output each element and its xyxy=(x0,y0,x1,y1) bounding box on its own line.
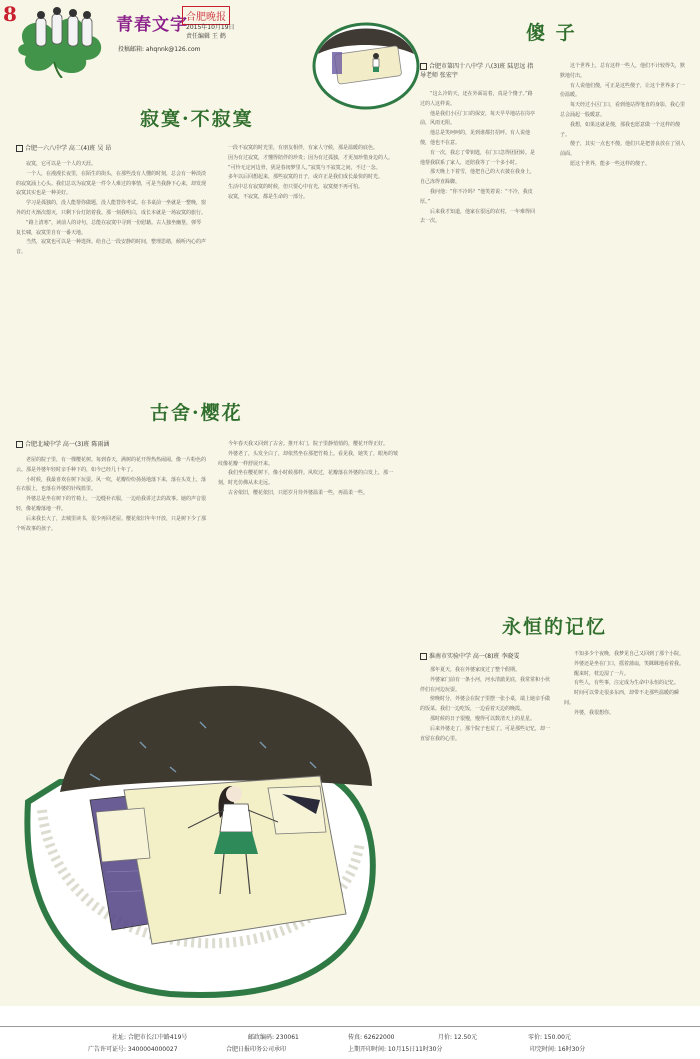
imprint-monthly-price: 月价: 12.50元 xyxy=(438,1034,478,1041)
imprint-postcode: 邮政编码: 230061 xyxy=(248,1034,299,1041)
paragraph: 后来我才知道，他家在很远的农村，一年难得回去一次。 xyxy=(420,208,536,225)
paragraph: 外婆总是坐在树下的竹椅上，一边缝补衣服，一边给我讲过去的故事。她的声音很轻，像花瓣落地一样。 xyxy=(16,496,207,512)
bed-illustration xyxy=(20,682,380,1000)
article-column xyxy=(560,62,688,170)
submission-email: 投稿邮箱: ahqnnk@126.com xyxy=(118,46,201,53)
editor-credit: 责任编辑 王 鹤 xyxy=(186,33,226,40)
paragraph: 醒来时，枕边湿了一片。 xyxy=(574,670,630,677)
article-byline: 淮南市实验中学 高一(8)班 李晓雯 xyxy=(420,652,560,661)
paragraph: 老屋的院子里，有一棵樱花树。每到春天，满树的花开得热热闹闹，像一片粉色的云。那是外婆年轻时亲手种下的，如今已经几十年了。 xyxy=(16,457,207,473)
imprint-footer xyxy=(0,1026,700,1059)
imprint-printer: 合肥日报印务公司承印 xyxy=(226,1046,287,1053)
paragraph: “路上清寒”，读前人的诗句，总能在寂寞中寻到一份慰藉。古人独坐幽篁，弹琴复长啸，寂寞里自有一番天地。 xyxy=(16,219,202,236)
paragraph: 今年春天我又回到了古舍。推开木门，院子里静悄悄的，樱花开得正好。 xyxy=(228,441,389,447)
paragraph: 每天经过小区门口，看到他站得笔直的身影，我心里总会涌起一股暖意。 xyxy=(560,102,686,118)
paragraph: 寂寞，不寂寞，都是生命的一部分。 xyxy=(228,193,309,200)
article-column xyxy=(420,90,536,227)
paragraph: 多年以后回想起来，那些寂寞的日子，或许正是我们成长最快的时光。 xyxy=(228,174,384,181)
paragraph: 一个人，在漫漫长夜里，在陌生的街头，在那些没有人懂的时刻，总会有一种淡淡的寂寞涌上心头。我们总以为寂寞是一件令人难过的事情，可是当我静下心来，却发现寂寞其实也是一种美好。 xyxy=(16,170,207,197)
paragraph: 因为有过寂寞，才懂得陪伴的珍贵；因为有过孤独，才更加珍惜身边的人。 xyxy=(228,154,394,161)
paragraph: 那时候的日子很慢，慢得可以数清天上的星星。 xyxy=(430,715,536,722)
paragraph: 傻子，其实一点也不傻。他们只是把善良放在了别人前面。 xyxy=(560,141,686,158)
paragraph: 这个世界上，总有这样一些人，他们不计较得失，默默地付出。 xyxy=(560,63,686,79)
paragraph: 后来我长大了，去城里读书，很少再回老屋。樱花依旧年年开放，只是树下少了那个听故事的孩子。 xyxy=(16,515,207,532)
article-column xyxy=(16,160,206,258)
paragraph: 不知多少个夜晚，我梦见自己又回到了那个小院。 xyxy=(574,651,685,657)
article-column xyxy=(564,650,688,719)
bed-illustration-small xyxy=(310,14,422,112)
paragraph: 外婆家门前有一条小河，河水清澈见底，我常常和小伙伴们在河边玩耍。 xyxy=(420,676,551,693)
paragraph: 有人说他们傻，可正是这些傻子，让这个世界多了一份温暖。 xyxy=(560,82,686,99)
paragraph: “这么冷的天，还在外面站着，真是个傻子。”路过的人这样说。 xyxy=(420,91,533,107)
paragraph: 学习是孤独的，没人能帮你做题，没人能替你考试。在书桌前一坐就是一整晚，窗外的灯火渐次熄灭，只剩下台灯陪着我。那一刻我明白，成长本就是一场寂寞的旅行。 xyxy=(16,200,207,216)
imprint-finish-time: 印完时间: 16时30分 xyxy=(530,1046,586,1053)
paragraph: 有些人，有些事，注定成为生命中永恒的记忆。 xyxy=(574,680,680,687)
paragraph: 我想，如果这就是傻，那我也愿意做一个这样的傻子。 xyxy=(560,121,681,138)
issue-date: 2015年10月19日 xyxy=(186,24,235,31)
article-title: 永恒的记忆 xyxy=(502,616,608,638)
paragraph: 我们坐在樱花树下，像小时候那样。风吹过，花瓣落在外婆的白发上，那一刻，时光仿佛从未走远。 xyxy=(218,470,394,487)
imprint-fax: 传真: 62622000 xyxy=(348,1034,395,1041)
paragraph: 当然，寂寞也可以是一种选择。给自己一段安静的时间，整理思绪，倾听内心的声音。 xyxy=(16,239,207,256)
paragraph: 他总是笑呵呵的，见到谁都打招呼。有人说他傻，他也不在意。 xyxy=(420,130,531,146)
paragraph: 愿这个世界，能多一些这样的傻子。 xyxy=(570,160,651,167)
paragraph: 他是我们小区门口的保安，每天早早地站在岗亭前，风雨无阻。 xyxy=(420,110,536,127)
article-title: 傻 子 xyxy=(526,22,577,44)
masthead-illustration xyxy=(14,4,114,78)
imprint-ad-license: 广告许可证号: 3400004000027 xyxy=(88,1046,178,1053)
paragraph: 那天晚上下着雪，他把自己的大衣披在我身上，自己冻得直跺脚。 xyxy=(420,169,536,186)
page-number: 8 xyxy=(3,2,17,26)
paragraph: 傍晚时分，外婆会在院子里摆一张小桌，端上她亲手做的饭菜。我们一边吃饭，一边看着天边的晚霞。 xyxy=(420,696,551,713)
paragraph: 那年夏天，我在外婆家度过了整个假期。 xyxy=(430,667,521,673)
imprint-price: 零价: 150.00元 xyxy=(528,1034,571,1041)
article-byline: 合肥市第四十八中学 八(3)班 陆思远 指导老师 张宏宇 xyxy=(420,63,534,79)
paragraph: 寂寞，它可以是一个人的天涯。 xyxy=(26,161,97,167)
paragraph: 我问他：“你不冷吗？”他笑着说：“不冷，我皮厚。” xyxy=(420,188,533,205)
paragraph: 古舍依旧，樱花依旧，只愿岁月待外婆温柔一些，再温柔一些。 xyxy=(228,489,369,496)
paragraph: 外婆老了，头发全白了，却依然坐在那把竹椅上。看见我，她笑了，眼角的皱纹像花瓣一样舒展开来。 xyxy=(218,450,399,467)
article-byline: 合肥一六八中学 高二(4)班 吴 昂 xyxy=(16,144,216,153)
paragraph: 有一次，我忘了带钥匙，在门口急得团团转。是他帮我联系了家人，还陪我等了一个多小时。 xyxy=(420,149,536,166)
article-column xyxy=(420,666,552,744)
section-title: 青春文字 xyxy=(116,15,188,35)
article-title: 寂寞·不寂寞 xyxy=(140,108,254,130)
paragraph: 生活中总有寂寞的时候，但只要心中有光，寂寞便不再可怕。 xyxy=(228,184,364,191)
article-column xyxy=(16,456,206,534)
paragraph: 时间可以带走很多东西，却带不走那些温暖的瞬间。 xyxy=(564,690,680,706)
paragraph: 小时候，我最喜欢在树下玩耍。风一吹，花瓣纷纷扬扬地落下来，落在头发上，落在衣服上，也落在外婆的针线篮里。 xyxy=(16,476,207,493)
paper-name: 合肥晚报 xyxy=(182,6,230,25)
paragraph: 外婆，我很想你。 xyxy=(574,709,615,716)
article-column xyxy=(218,144,402,203)
imprint-print-time: 上期开印时间: 10月15日11时30分 xyxy=(348,1046,443,1053)
paragraph: 后来外婆走了，那个院子也荒了。可是那些记忆，却一直留在我的心里。 xyxy=(420,725,551,742)
article-title: 古舍·樱花 xyxy=(150,402,243,424)
article-column xyxy=(218,440,402,499)
article-byline: 合肥北城中学 高一(3)班 陈雨涵 xyxy=(16,440,216,449)
paragraph: 一段不寂寞的时光里，有朋友相伴，有家人守候，那是温暖的底色。 xyxy=(228,145,379,151)
paragraph: “可怜无定河边骨，犹是春闺梦里人。”寂寞与不寂寞之间，不过一念。 xyxy=(228,164,381,171)
paragraph: 外婆还是坐在门口，摇着蒲扇，笑眯眯地看着我。 xyxy=(574,660,685,667)
imprint-address: 社址: 合肥市长江中路419号 xyxy=(112,1034,188,1041)
